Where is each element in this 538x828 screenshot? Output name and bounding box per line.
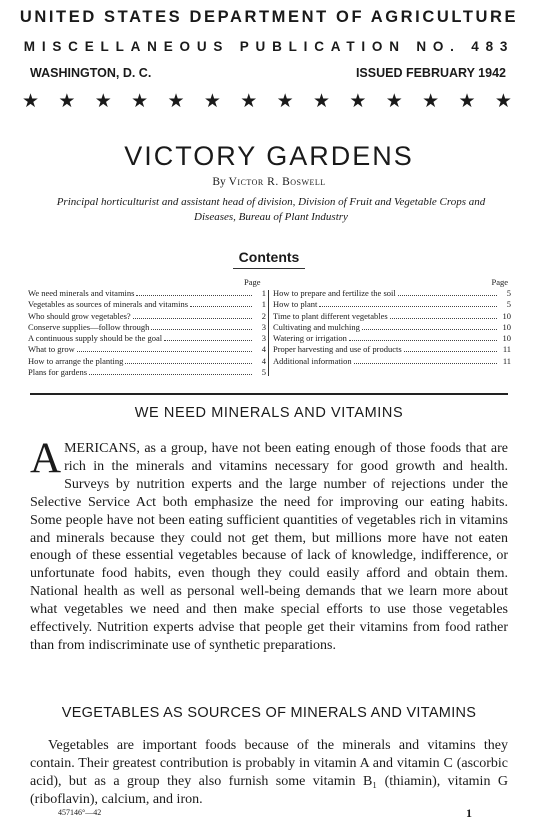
author-name: Victor R. Boswell	[228, 176, 326, 188]
department-heading: UNITED STATES DEPARTMENT OF AGRICULTURE	[19, 8, 519, 26]
contents-entry-page: 3	[261, 333, 266, 344]
contents-leader-dots	[133, 311, 252, 319]
contents-list-right	[273, 288, 511, 367]
star-icon: ★	[203, 91, 221, 112]
page-number: 1	[466, 806, 472, 820]
contents-entry	[28, 288, 266, 299]
contents-entry-title: Plans for gardens	[28, 367, 88, 378]
contents-entry	[28, 367, 266, 378]
contents-leader-dots	[164, 333, 252, 341]
contents-entry-title: Who should grow vegetables?	[28, 310, 131, 321]
contents-entry	[28, 333, 266, 344]
contents-list-left	[28, 288, 266, 378]
contents-column-divider	[268, 290, 269, 376]
section-rule	[30, 393, 508, 395]
contents-entry	[273, 322, 511, 333]
star-icon: ★	[494, 91, 512, 112]
contents-entry-page: 10	[502, 310, 511, 321]
star-icon: ★	[94, 91, 112, 112]
contents-entry-title: Cultivating and mulching	[273, 321, 360, 332]
contents-entry	[28, 311, 266, 322]
author-affiliation: Principal horticulturist and assistant head of division, Division of Fruit and Vegetable Crops and Diseases, Bureau of Plant Industry	[56, 196, 486, 223]
contents-entry-title: Vegetables as sources of minerals and vitamins	[28, 299, 189, 310]
contents-entry-title: How to arrange the planting	[28, 355, 124, 366]
section-heading-minerals-vitamins: WE NEED MINERALS AND VITAMINS	[134, 405, 404, 421]
contents-leader-dots	[190, 299, 252, 307]
contents-entry-page: 4	[261, 355, 266, 366]
contents-entry	[28, 322, 266, 333]
star-icon: ★	[58, 91, 76, 112]
contents-entry-page: 11	[502, 344, 511, 355]
section-paragraph-vegetables-sources: Vegetables are important foods because of the minerals and vitamins they contain. Their greatest contribution is probably in vitamin A and vitamin C (ascorbic acid), but as a group they also furnish some vitamin B₁ (thiamin), vitamin G (riboflavin), calcium, and iron.	[30, 738, 508, 807]
contents-entry-title: What to grow	[28, 344, 75, 355]
contents-leader-dots	[349, 333, 497, 341]
contents-entry-title: Proper harvesting and use of products	[273, 344, 402, 355]
star-icon: ★	[167, 91, 185, 112]
star-icon: ★	[458, 91, 476, 112]
contents-entry-page: 5	[261, 367, 266, 378]
page-title: VICTORY GARDENS	[124, 141, 414, 171]
contents-entry-page: 2	[261, 310, 266, 321]
contents-heading: Contents	[238, 249, 300, 265]
star-icon: ★	[385, 91, 403, 112]
contents-entry-title: A continuous supply should be the goal	[28, 333, 163, 344]
contents-leader-dots	[390, 311, 497, 319]
contents-entry-page: 10	[502, 333, 511, 344]
issue-date: ISSUED FEBRUARY 1942	[355, 66, 506, 80]
contents-entry	[273, 311, 511, 322]
contents-entry-page: 5	[506, 288, 511, 298]
print-code: 457146°—42	[58, 808, 102, 817]
star-icon: ★	[313, 91, 331, 112]
contents-entry-page: 10	[502, 321, 511, 332]
contents-underline	[233, 268, 305, 269]
contents-leader-dots	[136, 288, 252, 296]
star-icon: ★	[349, 91, 367, 112]
contents-leader-dots	[151, 322, 252, 330]
contents-entry-title: We need minerals and vitamins	[28, 288, 135, 298]
contents-entry-title: Watering or irrigation	[273, 333, 347, 344]
star-icon: ★	[422, 91, 440, 112]
contents-entry-page: 5	[506, 299, 511, 310]
contents-entry	[273, 356, 511, 367]
star-row	[22, 90, 512, 114]
section-paragraph-minerals-vitamins	[30, 435, 508, 655]
contents-leader-dots	[125, 356, 252, 364]
contents-page-label-right: Page	[491, 277, 508, 287]
contents-leader-dots	[398, 288, 497, 296]
star-icon: ★	[276, 91, 294, 112]
contents-leader-dots	[319, 299, 497, 307]
contents-entry-page: 1	[261, 299, 266, 310]
paragraph-text: MERICANS, as a group, have not been eating enough of those foods that are rich in the minerals and vitamins necessary for good growth and health. Surveys by nutrition experts and the large number of rejections under the Selective Service Act both emphasize the need for improving our eating habits. Some people have not been eating sufficient quantities of vegetables rich in vitamins and minerals because they could not get them, but millions more have not eaten enough of these essential vegetables because of lack of knowledge, indifference, or unfortunate food habits, even though they could easily afford and obtain them. National health as well as personal well-being demands that we learn more about what vegetables we need and then make special efforts to use those vegetables effectively. Nutrition experts advise that people get their vitamins from food rather than from indiscriminate use of synthetic preparations.	[30, 441, 508, 653]
contents-entry-title: Time to plant different vegetables	[273, 310, 388, 321]
contents-entry-title: How to prepare and fertilize the soil	[273, 288, 396, 298]
contents-entry	[273, 333, 511, 344]
contents-entry	[28, 299, 266, 310]
contents-entry	[273, 344, 511, 355]
contents-leader-dots	[362, 322, 497, 330]
section-heading-vegetables-sources: VEGETABLES AS SOURCES OF MINERALS AND VITAMINS	[61, 705, 477, 721]
contents-leader-dots	[354, 356, 497, 364]
star-icon: ★	[240, 91, 258, 112]
contents-entry-page: 11	[502, 355, 511, 366]
drop-cap: A	[30, 435, 62, 482]
contents-leader-dots	[89, 367, 252, 375]
place-of-publication: WASHINGTON, D. C.	[30, 66, 152, 80]
star-icon: ★	[131, 91, 149, 112]
contents-entry-title: Additional information	[273, 355, 352, 366]
contents-leader-dots	[404, 344, 497, 352]
publication-number: MISCELLANEOUS PUBLICATION NO. 483	[23, 39, 515, 54]
contents-entry-page: 1	[261, 288, 266, 298]
contents-entry-page: 3	[261, 321, 266, 332]
contents-leader-dots	[77, 344, 252, 352]
star-icon: ★	[22, 91, 40, 112]
author-line	[0, 176, 538, 188]
contents-entry	[28, 344, 266, 355]
contents-entry	[273, 288, 511, 299]
contents-page-label-left: Page	[244, 277, 261, 287]
contents-entry-title: How to plant	[273, 299, 318, 310]
contents-entry-page: 4	[261, 344, 266, 355]
contents-entry	[28, 356, 266, 367]
author-by: By	[212, 176, 226, 188]
contents-entry-title: Conserve supplies—follow through	[28, 321, 150, 332]
contents-entry	[273, 299, 511, 310]
